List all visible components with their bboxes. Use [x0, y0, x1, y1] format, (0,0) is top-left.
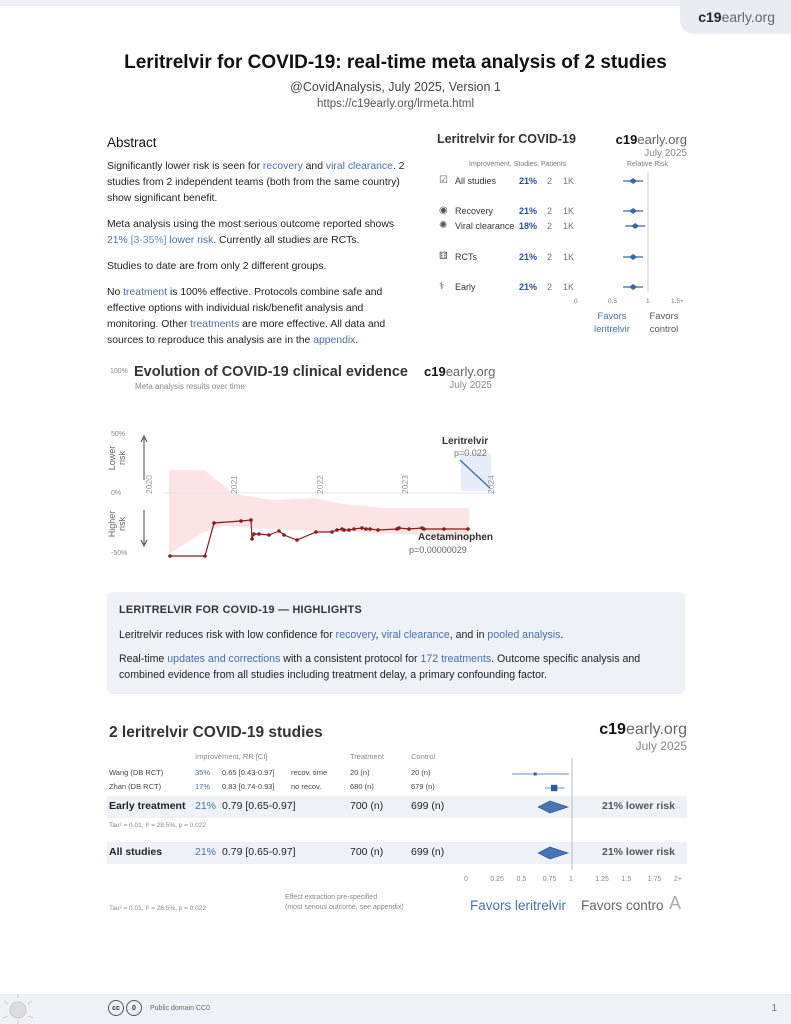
viral-clearance-link[interactable]: viral clearance — [325, 161, 393, 172]
comparator-point — [442, 527, 446, 531]
text: (most serious outcome, see appendix) — [285, 904, 404, 911]
study-treatment-n: 20 (n) — [350, 768, 370, 777]
text: Meta analysis using the most serious outcome reported shows — [107, 219, 395, 230]
drug-label: Leritrelvir — [442, 436, 489, 447]
summary-label: All studies — [109, 846, 163, 858]
comparator-point — [368, 527, 372, 531]
comparator-point — [347, 528, 351, 532]
evolution-chart — [104, 358, 504, 558]
summary-improvement: 21% — [195, 846, 217, 858]
summary-rr: 0.79 [0.65-0.97] — [222, 800, 296, 812]
comparator-point — [277, 529, 281, 533]
studies-forest-plot — [107, 720, 687, 920]
studies-date: July 2025 — [635, 739, 687, 753]
summary-forest-plot — [437, 130, 687, 340]
summary-diamond — [631, 223, 639, 229]
favors-treatment-label — [587, 310, 637, 336]
comparator-point — [295, 538, 299, 542]
summary-treatment-n: 700 (n) — [350, 846, 384, 858]
year-2020: 2020 — [144, 475, 154, 494]
study-name: Zhan (DB RCT) — [109, 782, 162, 791]
study-improvement: 17% — [195, 782, 211, 791]
study-rr: 0.65 [0.43-0.97] — [222, 768, 275, 777]
favors-control-label: Favors contro — [581, 898, 664, 913]
text: risk — [117, 451, 127, 465]
abstract-p1 — [107, 159, 407, 207]
study-control-n: 679 (n) — [411, 782, 435, 791]
abstract-p3: Studies to date are from only 2 different groups. — [107, 261, 327, 272]
axis-tick: 1.25 — [595, 876, 609, 883]
summary-diamond — [538, 847, 568, 859]
text: . Currently all studies are RCTs. — [213, 235, 360, 246]
row-studies: 2 — [547, 252, 553, 262]
row-studies: 2 — [547, 221, 553, 231]
study-square — [534, 773, 537, 776]
comparator-point — [203, 554, 207, 558]
effect-extraction-note — [285, 893, 404, 913]
effect-percent: 21% — [107, 235, 128, 246]
comparator-point — [249, 518, 253, 522]
axis-tick: 1 — [569, 876, 573, 883]
summary-col-header-left: Improvement, Studies, Patients — [469, 161, 567, 168]
row-patients: 1K — [563, 206, 575, 216]
study-outcome: no recov. — [291, 782, 322, 791]
viral-clearance-link[interactable]: viral clearance — [381, 629, 450, 641]
confidence-interval: [3‑35%] — [127, 235, 167, 246]
recovery-link[interactable]: recovery — [335, 629, 376, 641]
lower-risk-label — [107, 438, 127, 478]
brand-light: early.org — [625, 721, 687, 738]
brand-bold: c19 — [599, 721, 626, 738]
treatments-link[interactable]: treatments — [190, 319, 240, 330]
axis-tick: 2+ — [674, 876, 682, 883]
studies-title: 2 leritrelvir COVID-19 studies — [109, 724, 323, 741]
cc-icon: cc — [108, 1000, 124, 1016]
axis-tick: 0.75 — [542, 876, 557, 883]
comparator-point — [252, 532, 256, 536]
text: risk — [117, 517, 127, 531]
treatments-link[interactable]: 172 treatments — [420, 653, 492, 665]
comparator-point — [376, 528, 380, 532]
favors-treatment-label: Favors leritrelvir — [470, 898, 567, 913]
text: Lower — [107, 445, 117, 471]
lower-risk-link[interactable]: lower risk — [166, 235, 214, 246]
axis-tick: 1.5 — [621, 876, 632, 883]
brand-light: early.org — [721, 9, 775, 25]
favors-control-label — [639, 310, 689, 336]
row-improvement: 21% — [519, 176, 538, 186]
text: Leritrelvir reduces risk with low confidence for — [119, 629, 336, 641]
treatment-link[interactable]: treatment — [123, 287, 168, 298]
text: . — [560, 629, 564, 641]
axis-tick-0-5: 0.5 — [608, 298, 618, 305]
comparator-point — [212, 521, 216, 525]
summary-plot-svg — [437, 130, 687, 340]
summary-diamond — [629, 208, 637, 214]
comparator-label: Acetaminophen — [418, 532, 494, 543]
study-treatment-n: 680 (n) — [350, 782, 374, 791]
page-subtitle: @CovidAnalysis, July 2025, Version 1 — [290, 80, 501, 94]
highlights-box — [107, 592, 685, 694]
studies-plot-svg — [107, 720, 687, 920]
brand-light: early.org — [637, 132, 687, 147]
summary-rr: 0.79 [0.65-0.97] — [222, 846, 296, 858]
text: control — [649, 324, 679, 335]
row-studies: 2 — [547, 206, 553, 216]
row-patients: 1K — [563, 282, 575, 292]
evolution-title: Evolution of COVID-19 clinical evidence — [134, 364, 408, 380]
all-studies-icon: ☑ — [439, 175, 448, 186]
comparator-point — [250, 537, 254, 541]
text: leritrelvir — [594, 324, 630, 335]
row-label: Early — [455, 282, 476, 292]
axis-tick-1-5: 1.5+ — [671, 298, 684, 305]
summary-diamond — [629, 254, 637, 260]
virus-decoration-icon — [0, 990, 50, 1024]
row-patients: 1K — [563, 221, 575, 231]
text: Higher — [107, 510, 117, 538]
evolution-svg — [104, 358, 504, 558]
summary-improvement: 21% — [195, 800, 217, 812]
col-header-improvement: Improvement, RR [CI] — [195, 752, 268, 761]
study-improvement: 35% — [195, 768, 211, 777]
license-text: Public domain CC0 — [150, 1004, 210, 1012]
summary-control-n: 699 (n) — [411, 846, 445, 858]
updates-link[interactable]: updates and corrections — [167, 653, 281, 665]
highlights-heading: LERITRELVIR FOR COVID-19 — HIGHLIGHTS — [119, 604, 363, 616]
text: Significantly lower risk is seen for — [107, 161, 263, 172]
summary-label: Early treatment — [109, 800, 186, 812]
recovery-icon: ◉ — [439, 205, 448, 216]
license-badge[interactable] — [108, 1000, 210, 1016]
early-icon: ⚕ — [439, 281, 445, 292]
summary-title: Leritrelvir for COVID-19 — [437, 132, 576, 146]
comparator-point — [422, 527, 426, 531]
highlights-p2 — [119, 651, 673, 683]
comparator-point — [397, 526, 401, 530]
text: No — [107, 287, 124, 298]
row-improvement: 21% — [519, 252, 538, 262]
abstract-heading: Abstract — [107, 135, 157, 150]
evolution-date: July 2025 — [449, 380, 492, 391]
study-control-n: 20 (n) — [411, 768, 431, 777]
row-patients: 1K — [563, 176, 575, 186]
text: Real-time — [119, 653, 168, 665]
y-label-minus-50: -50% — [111, 550, 128, 557]
comparator-point — [257, 532, 261, 536]
axis-tick: 0.5 — [516, 876, 527, 883]
row-studies: 2 — [547, 176, 553, 186]
rct-icon: ⚅ — [439, 251, 448, 262]
bottom-tau-stats: Tau² = 0.01, I² = 28.5%, p = 0.022 — [109, 905, 207, 912]
brand-bold: c19 — [615, 132, 638, 147]
row-label: RCTs — [455, 252, 477, 262]
axis-tick: 1.75 — [647, 876, 662, 883]
appendix-link[interactable]: appendix — [313, 335, 356, 346]
comparator-point — [330, 530, 334, 534]
highlights-p1 — [119, 627, 673, 643]
brand-bold: c19 — [424, 364, 446, 379]
virus-icon: ✺ — [439, 220, 448, 231]
comparator-point — [352, 527, 356, 531]
summary-result: 21% lower risk — [602, 846, 675, 858]
summary-treatment-n: 700 (n) — [350, 800, 384, 812]
comparator-point — [466, 527, 470, 531]
row-label: Recovery — [455, 206, 494, 216]
summary-col-header-right: Relative Risk — [627, 161, 668, 168]
comparator-point — [168, 554, 172, 558]
abstract — [107, 135, 407, 359]
summary-date: July 2025 — [644, 148, 687, 159]
text: Favors — [649, 311, 679, 322]
col-header-control: Control — [411, 752, 436, 761]
comparator-point — [282, 533, 286, 537]
study-rr: 0.83 [0.74-0.93] — [222, 782, 275, 791]
axis-tick-0: 0 — [574, 298, 578, 305]
study-outcome: recov. time — [291, 768, 328, 777]
early-tau-stats: Tau² = 0.01, I² = 28.5%, p = 0.022 — [109, 822, 207, 829]
drug-p-value: p=0.022 — [454, 448, 487, 458]
col-header-treatment: Treatment — [350, 752, 384, 761]
comparator-point — [342, 528, 346, 532]
abstract-p4 — [107, 285, 407, 349]
higher-risk-label — [107, 504, 127, 544]
row-patients: 1K — [563, 252, 575, 262]
text: , — [375, 629, 382, 641]
text: , and in — [449, 629, 488, 641]
text: and — [302, 161, 326, 172]
row-improvement: 18% — [519, 221, 538, 231]
row-studies: 2 — [547, 282, 553, 292]
comparator-point — [314, 530, 318, 534]
evolution-subtitle: Meta analysis results over time — [135, 382, 245, 391]
text: . — [355, 335, 359, 346]
summary-diamond — [629, 284, 637, 290]
study-name: Wang (DB RCT) — [109, 768, 164, 777]
pooled-analysis-link[interactable]: pooled analysis — [487, 629, 561, 641]
text: . Outcome specific analysis and combined evidence from all studies including treatment delay, a primary confounding factor. — [119, 653, 641, 681]
comparator-point — [407, 527, 411, 531]
row-improvement: 21% — [519, 206, 538, 216]
year-2021: 2021 — [229, 475, 239, 494]
brand-bold: c19 — [698, 9, 722, 25]
axis-tick-1: 1 — [646, 298, 650, 305]
summary-control-n: 699 (n) — [411, 800, 445, 812]
year-2022: 2022 — [315, 475, 325, 494]
summary-result: 21% lower risk — [602, 800, 675, 812]
brand-light: early.org — [445, 364, 496, 379]
grade-badge: A — [669, 893, 682, 913]
row-label: All studies — [455, 176, 497, 186]
comparator-point — [364, 527, 368, 531]
text: are more effective. All data and sources to reproduce this analysis are in the — [107, 319, 386, 346]
abstract-p2 — [107, 217, 407, 249]
comparator-p-value: p=0.00000029 — [409, 545, 467, 555]
top-percent-label: 100% — [110, 368, 128, 375]
page-title: Leritrelvir for COVID-19: real-time meta analysis of 2 studies — [124, 52, 667, 73]
summary-diamond — [538, 801, 568, 813]
top-strip — [0, 0, 791, 6]
row-improvement: 21% — [519, 282, 538, 292]
study-square — [551, 785, 557, 791]
page-number: 1 — [771, 1003, 777, 1014]
year-2023: 2023 — [400, 475, 410, 494]
comparator-point — [267, 533, 271, 537]
recovery-link[interactable]: recovery — [262, 161, 303, 172]
row-label: Viral clearance — [455, 221, 515, 231]
site-brand-tab[interactable] — [680, 0, 791, 34]
text: Favors — [597, 311, 627, 322]
text: is 100% effective. Protocols combine safe and effective options with individual risk/benefit analysis and monitoring. Other — [107, 287, 383, 330]
comparator-point — [335, 528, 339, 532]
summary-diamond — [629, 178, 637, 184]
y-label-50: 50% — [111, 431, 126, 438]
page-footer — [0, 994, 791, 1024]
y-label-0: 0% — [111, 490, 122, 497]
text: Effect extraction pre-specified — [285, 894, 378, 901]
axis-tick: 0 — [464, 876, 468, 883]
text: with a consistent protocol for — [280, 653, 421, 665]
text: . 2 studies from 2 independent teams (both from the same country) show significant benefit. — [107, 161, 405, 204]
zero-icon: 0 — [126, 1000, 142, 1016]
page-url[interactable]: https://c19early.org/lrmeta.html — [316, 98, 474, 110]
comparator-point — [360, 526, 364, 530]
comparator-point — [239, 519, 243, 523]
axis-tick: 0.25 — [490, 876, 504, 883]
year-2024: 2024 — [486, 475, 496, 494]
